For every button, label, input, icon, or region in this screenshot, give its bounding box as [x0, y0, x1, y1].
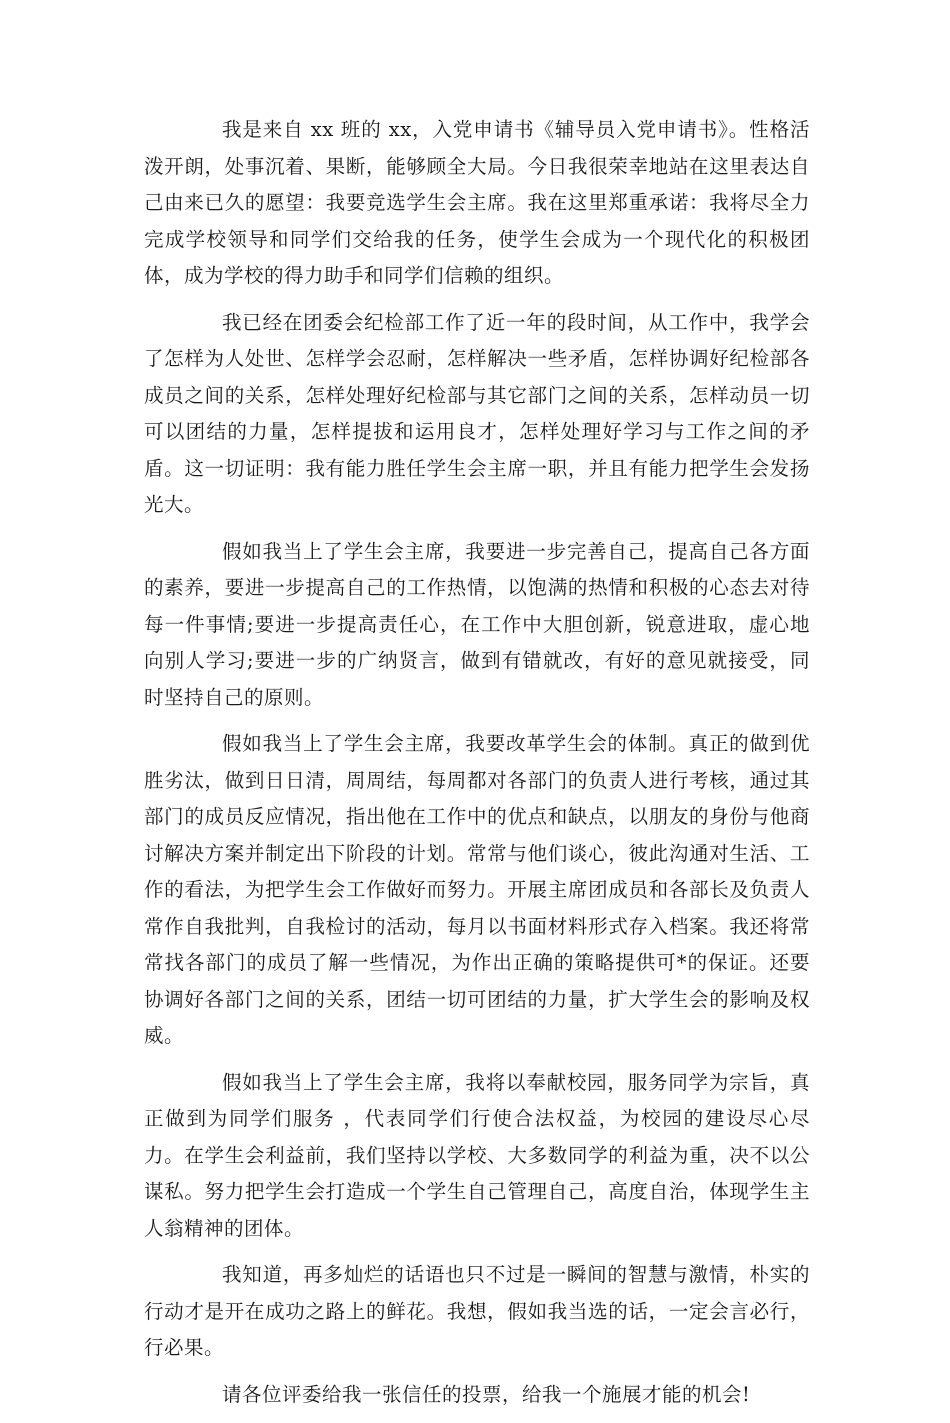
paragraph-self-improvement: 假如我当上了学生会主席，我要进一步完善自己，提高自己各方面的素养，要进一步提高自己的工作热情，以饱满的热情和积极的心态去对待每一件事情;要进一步提高责任心，在工作中大胆创新，锐意进取，虚心地向别人学习;要进一步的广纳贤言，做到有错就改，有好的意见就接受，同时坚持自己的原则。 — [144, 539, 810, 709]
paragraph-experience: 我已经在团委会纪检部工作了近一年的段时间，从工作中，我学会了怎样为人处世、怎样学会忍耐，怎样解决一些矛盾，怎样协调好纪检部各成员之间的关系，怎样处理好纪检部与其它部门之间的关系，怎样动员一切可以团结的力量，怎样提拔和运用良才，怎样处理好学习与工作之间的矛盾。这一切证明：我有能力胜任学生会主席一职，并且有能力把学生会发扬光大。 — [144, 310, 810, 516]
paragraph-intro: 我是来自 xx 班的 xx，入党申请书《辅导员入党申请书》。性格活泼开朗，处事沉着、果断，能够顾全大局。今日我很荣幸地站在这里表达自己由来已久的愿望：我要竞选学生会主席。我在这里郑重承诺：我将尽全力完成学校领导和同学们交给我的任务，使学生会成为一个现代化的积极团体，成为学校的得力助手和同学们信赖的组织。 — [144, 118, 810, 287]
paragraph-conclusion: 我知道，再多灿烂的话语也只不过是一瞬间的智慧与激情，朴实的行动才是开在成功之路上的鲜花。我想，假如我当选的话，一定会言必行，行必果。 — [144, 1263, 810, 1359]
paragraph-reform: 假如我当上了学生会主席，我要改革学生会的体制。真正的做到优胜劣汰，做到日日清，周周结，每周都对各部门的负责人进行考核，通过其部门的成员反应情况，指出他在工作中的优点和缺点，以朋友的身份与他商讨解决方案并制定出下阶段的计划。常常与他们谈心，彼此沟通对生活、工作的看法，为把学生会工作做好而努力。开展主席团成员和各部长及负责人常作自我批判，自我检讨的活动，每月以书面材料形式存入档案。我还将常常找各部门的成员了解一些情况，为作出正确的策略提供可*的保证。还要协调好各部门之间的关系，团结一切可团结的力量，扩大学生会的影响及权威。 — [144, 732, 810, 1047]
document-body — [144, 112, 810, 1423]
paragraph-service: 假如我当上了学生会主席，我将以奉献校园，服务同学为宗旨，真正做到为同学们服务 ，代表同学们行使合法权益，为校园的建设尽心尽力。在学生会利益前，我们坚持以学校、大多数同学的利益为重，决不以公谋私。努力把学生会打造成一个学生自己管理自己，高度自治，体现学生主人翁精神的团体。 — [144, 1070, 810, 1240]
paragraph-closing: 请各位评委给我一张信任的投票，给我一个施展才能的机会! — [222, 1382, 751, 1406]
